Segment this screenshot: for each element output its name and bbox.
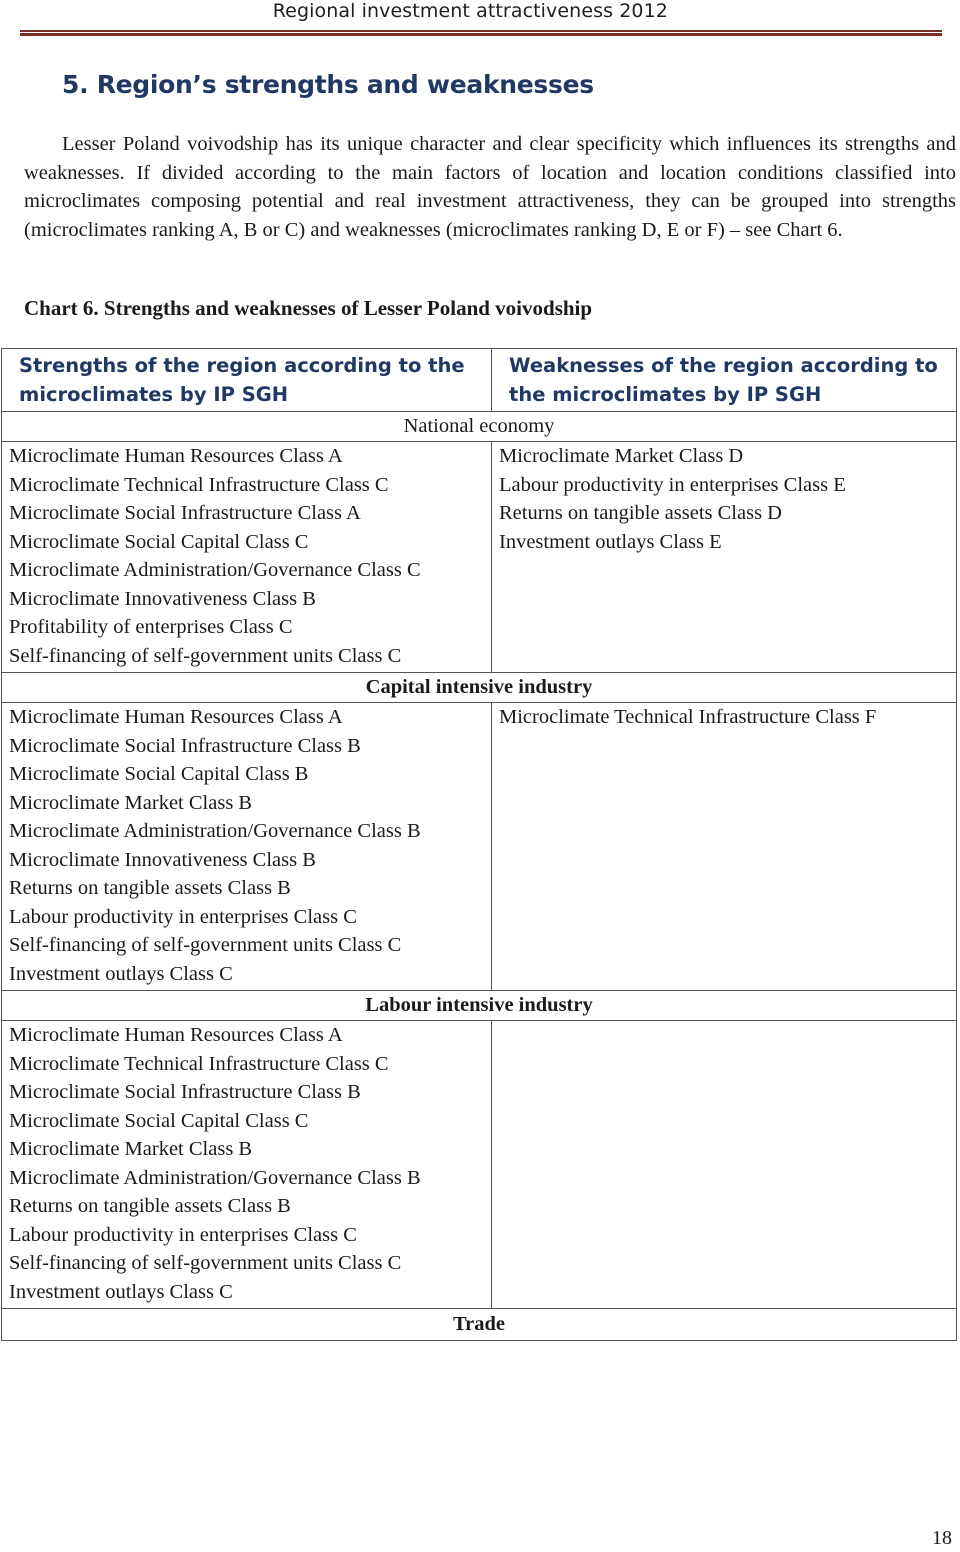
section-title-capital-intensive: Capital intensive industry bbox=[2, 673, 957, 703]
strengths-weaknesses-table bbox=[1, 348, 957, 1341]
list-item: Profitability of enterprises Class C bbox=[9, 616, 293, 638]
table-header-row bbox=[2, 349, 957, 412]
section-body-national-economy bbox=[2, 442, 957, 673]
list-item: Microclimate Human Resources Class A bbox=[9, 1024, 343, 1046]
strengths-cell bbox=[2, 442, 492, 673]
list-item: Microclimate Market Class B bbox=[9, 791, 253, 814]
section-body-capital-intensive bbox=[2, 703, 957, 991]
list-item: Labour productivity in enterprises Class C bbox=[9, 905, 357, 928]
intro-paragraph: Lesser Poland voivodship has its unique character and clear specificity which influences its strengths and weaknesses. If divided according to the main factors of location and location conditions classified into microclimates composing potential and real investment attractiveness, they can be grouped into strengths (microclimates ranking A, B or C) and weaknesses (microclimates ranking D, E or F) – see Chart 6. bbox=[24, 133, 956, 241]
weaknesses-cell bbox=[492, 703, 957, 991]
list-item: Microclimate Technical Infrastructure Class F bbox=[499, 706, 877, 728]
section-title-labour-intensive: Labour intensive industry bbox=[2, 991, 957, 1021]
header-rule bbox=[20, 30, 942, 36]
list-item: Microclimate Market Class D bbox=[499, 445, 744, 467]
list-item: Microclimate Administration/Governance Class C bbox=[9, 559, 421, 581]
list-item: Returns on tangible assets Class B bbox=[9, 1195, 291, 1217]
section-row-capital-intensive bbox=[2, 673, 957, 703]
list-item: Microclimate Administration/Governance Class B bbox=[9, 1166, 421, 1189]
weaknesses-cell bbox=[492, 1021, 957, 1309]
list-item: Microclimate Social Capital Class C bbox=[9, 1109, 309, 1132]
list-item: Microclimate Social Capital Class B bbox=[9, 763, 309, 785]
strengths-cell bbox=[2, 1021, 492, 1309]
list-item: Investment outlays Class E bbox=[499, 530, 722, 553]
list-item: Investment outlays Class C bbox=[9, 962, 233, 985]
list-item: Investment outlays Class C bbox=[9, 1280, 233, 1303]
list-item: Labour productivity in enterprises Class C bbox=[9, 1223, 357, 1246]
list-item: Self-financing of self-government units Class C bbox=[9, 644, 402, 667]
list-item: Microclimate Market Class B bbox=[9, 1138, 253, 1160]
section-body-labour-intensive bbox=[2, 1021, 957, 1309]
weaknesses-cell bbox=[492, 442, 957, 673]
list-item: Self-financing of self-government units Class C bbox=[9, 934, 402, 956]
list-item: Microclimate Human Resources Class A bbox=[9, 445, 343, 467]
section-title: 5. Region’s strengths and weaknesses bbox=[62, 70, 594, 99]
list-item: Microclimate Technical Infrastructure Class C bbox=[9, 1052, 389, 1075]
section-row-labour-intensive bbox=[2, 991, 957, 1021]
section-row-national-economy bbox=[2, 412, 957, 442]
list-item: Microclimate Social Capital Class C bbox=[9, 530, 309, 553]
strengths-cell bbox=[2, 703, 492, 991]
section-row-trade bbox=[2, 1309, 957, 1341]
list-item: Microclimate Social Infrastructure Class A bbox=[9, 502, 361, 524]
list-item: Microclimate Human Resources Class A bbox=[9, 706, 343, 728]
chart-caption: Chart 6. Strengths and weaknesses of Lesser Poland voivodship bbox=[24, 296, 593, 320]
strengths-header: Strengths of the region according to the microclimates by IP SGH bbox=[2, 349, 492, 412]
section-title-trade: Trade bbox=[2, 1309, 957, 1341]
list-item: Microclimate Technical Infrastructure Class C bbox=[9, 473, 389, 496]
list-item: Returns on tangible assets Class B bbox=[9, 877, 291, 899]
section-title-national-economy: National economy bbox=[2, 412, 957, 442]
weaknesses-header: Weaknesses of the region according to the microclimates by IP SGH bbox=[492, 349, 957, 412]
page-number: 18 bbox=[932, 1527, 952, 1549]
running-header: Regional investment attractiveness 2012 bbox=[272, 0, 668, 22]
list-item: Microclimate Innovativeness Class B bbox=[9, 848, 316, 871]
list-item: Self-financing of self-government units Class C bbox=[9, 1252, 402, 1274]
list-item: Microclimate Social Infrastructure Class B bbox=[9, 1081, 361, 1103]
list-item: Returns on tangible assets Class D bbox=[499, 502, 782, 524]
list-item: Microclimate Innovativeness Class B bbox=[9, 587, 316, 610]
list-item: Microclimate Administration/Governance Class B bbox=[9, 820, 421, 842]
list-item: Labour productivity in enterprises Class E bbox=[499, 473, 846, 496]
list-item: Microclimate Social Infrastructure Class B bbox=[9, 734, 361, 757]
